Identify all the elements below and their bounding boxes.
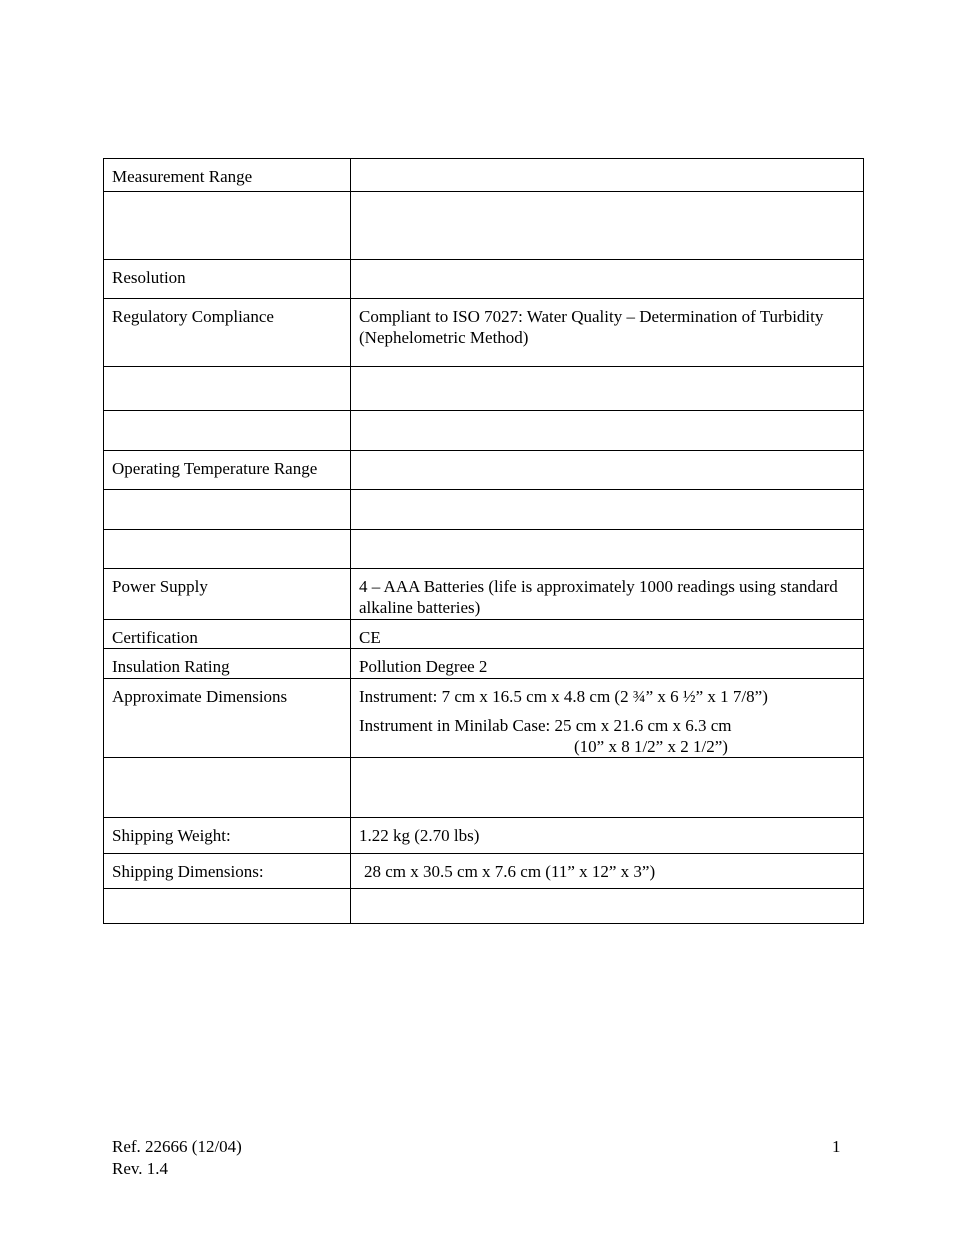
spec-label [104,490,351,530]
spec-label: Approximate Dimensions [104,679,351,758]
document-reference: Ref. 22666 (12/04) [112,1137,242,1156]
table-row [104,569,864,620]
spec-label: Regulatory Compliance [104,299,351,367]
spec-label [104,758,351,818]
table-row [104,411,864,451]
table-row [104,758,864,818]
dimension-line: (10” x 8 1/2” x 2 1/2”) [574,737,728,756]
spec-value [351,192,864,260]
spec-value [351,367,864,411]
table-row [104,192,864,260]
table-row [104,451,864,490]
spec-value: CE [351,620,864,649]
spec-value [351,758,864,818]
table-row [104,530,864,569]
spec-value [351,679,864,758]
spec-value [351,260,864,299]
table-row [104,649,864,679]
spec-label [104,192,351,260]
spec-label [104,530,351,569]
spec-label [104,411,351,451]
spec-label [104,367,351,411]
dimension-line [359,715,855,757]
spec-value [351,451,864,490]
document-revision: Rev. 1.4 [112,1159,169,1178]
spec-label: Operating Temperature Range [104,451,351,490]
footer-reference [112,1136,242,1180]
spec-label: Shipping Weight: [104,818,351,854]
spec-value: 4 – AAA Batteries (life is approximately 1000 readings using standard alkaline batteries) [351,569,864,620]
table-row [104,818,864,854]
spec-value-text: 28 cm x 30.5 cm x 7.6 cm (11” x 12” x 3”) [364,862,656,881]
table-row [104,159,864,192]
spec-value [351,889,864,924]
table-row [104,620,864,649]
table-row [104,854,864,889]
specifications-table [103,158,864,924]
page-number: 1 [832,1137,841,1156]
table-row [104,260,864,299]
spec-label: Shipping Dimensions: [104,854,351,889]
table-row [104,679,864,758]
spec-label: Measurement Range [104,159,351,192]
spec-value [351,411,864,451]
dimension-line: Instrument: 7 cm x 16.5 cm x 4.8 cm (2 ¾” x 6 ½” x 1 7/8”) [359,687,768,706]
table-row [104,299,864,367]
spec-value: Compliant to ISO 7027: Water Quality – Determination of Turbidity (Nephelometric Method) [351,299,864,367]
spec-value [351,490,864,530]
spec-label: Certification [104,620,351,649]
spec-label: Insulation Rating [104,649,351,679]
dimension-line: Instrument in Minilab Case: 25 cm x 21.6 cm x 6.3 cm [359,716,732,735]
spec-label: Power Supply [104,569,351,620]
spec-label [104,889,351,924]
spec-value [351,530,864,569]
spec-value [351,159,864,192]
table-row [104,490,864,530]
spec-value: Pollution Degree 2 [351,649,864,679]
spec-value [351,854,864,889]
table-row [104,889,864,924]
spec-value: 1.22 kg (2.70 lbs) [351,818,864,854]
spec-label: Resolution [104,260,351,299]
table-row [104,367,864,411]
